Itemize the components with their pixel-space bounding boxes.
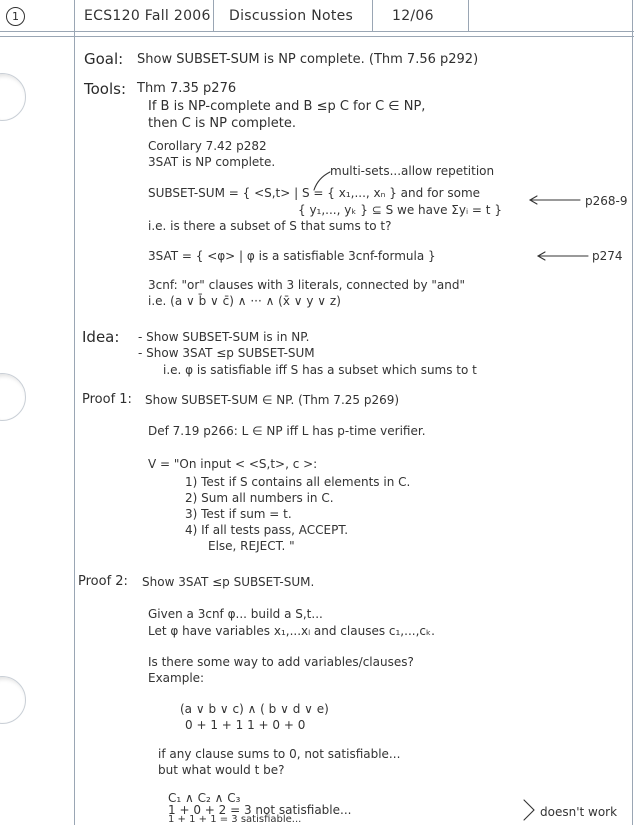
idea-line-1: - Show SUBSET-SUM is in NP. xyxy=(138,330,310,344)
3cnf-line-1: 3cnf: "or" clauses with 3 literals, connected by "and" xyxy=(148,278,465,292)
subset-sum-def-1: SUBSET-SUM = { <S,t> | S = { x₁,..., xₙ } and for some xyxy=(148,186,481,200)
idea-line-3: i.e. φ is satisfiable iff S has a subset which sums to t xyxy=(163,363,477,377)
multiset-note: multi-sets...allow repetition xyxy=(330,164,495,178)
goal-label: Goal: xyxy=(84,50,124,68)
verifier-step-3: 3) Test if sum = t. xyxy=(185,507,292,521)
thm-line-1: If B is NP-complete and B ≤p C for C ∈ NP, xyxy=(148,99,426,114)
example-sums: 0 + 1 + 1 1 + 0 + 0 xyxy=(185,718,306,732)
proof1-def: Def 7.19 p266: L ∈ NP iff L has p-time verifier. xyxy=(148,424,426,438)
sum-table-row-2: 1 + 1 + 1 = 3 satisfiable... xyxy=(168,814,302,825)
proof2-label: Proof 2: xyxy=(78,574,128,589)
proof2-given: Given a 3cnf φ... build a S,t... xyxy=(148,607,323,621)
verifier-step-1: 1) Test if S contains all elements in C. xyxy=(185,475,411,489)
page-number: 1 xyxy=(6,7,25,26)
subset-sum-def-2: { y₁,..., yₖ } ⊆ S we have Σyᵢ = t } xyxy=(298,203,502,217)
proof1-text: Show SUBSET-SUM ∈ NP. (Thm 7.25 p269) xyxy=(145,393,400,407)
course-name: ECS120 Fall 2006 xyxy=(84,8,211,24)
table-brace xyxy=(524,800,534,820)
idea-label: Idea: xyxy=(82,328,120,346)
notes-title: Discussion Notes xyxy=(229,8,354,24)
idea-line-2: - Show 3SAT ≤p SUBSET-SUM xyxy=(138,346,315,360)
verifier-line: V = "On input < <S,t>, c >: xyxy=(148,457,318,471)
verifier-step-2: 2) Sum all numbers in C. xyxy=(185,491,334,505)
multiset-pointer xyxy=(314,172,330,190)
proof2-note-1: if any clause sums to 0, not satisfiable... xyxy=(158,747,401,761)
example-label: Example: xyxy=(148,671,205,685)
corollary-line: 3SAT is NP complete. xyxy=(148,155,276,169)
verifier-step-else: Else, REJECT. " xyxy=(208,539,295,553)
proof1-label: Proof 1: xyxy=(82,392,132,407)
thm-line-2: then C is NP complete. xyxy=(148,116,296,131)
proof2-question: Is there some way to add variables/clauses? xyxy=(148,655,414,669)
conclusion-note: doesn't work xyxy=(540,805,618,819)
notes-date: 12/06 xyxy=(392,8,434,24)
proof2-note-2: but what would t be? xyxy=(158,763,285,777)
corollary-title: Corollary 7.42 p282 xyxy=(148,139,267,153)
proof2-text: Show 3SAT ≤p SUBSET-SUM. xyxy=(142,575,315,589)
3sat-ref: p274 xyxy=(592,249,623,263)
goal-text: Show SUBSET-SUM is NP complete. (Thm 7.56 p292) xyxy=(137,52,479,67)
proof2-let: Let φ have variables x₁,...xₗ and clauses c₁,...,cₖ. xyxy=(148,624,435,638)
subset-ref-arrow xyxy=(530,196,580,204)
3cnf-line-2: i.e. (a ∨ b̄ ∨ c̄) ∧ ··· ∧ (x̄ ∨ y ∨ z) xyxy=(148,294,341,308)
subset-sum-ie: i.e. is there a subset of S that sums to t? xyxy=(148,219,392,233)
example-formula: (a ∨ b ∨ c) ∧ ( b ∨ d ∨ e) xyxy=(180,702,329,716)
3sat-ref-arrow xyxy=(538,252,588,260)
sum-table-row-1: 1 + 0 + 2 = 3 not satisfiable... xyxy=(168,803,352,817)
verifier-step-4: 4) If all tests pass, ACCEPT. xyxy=(185,523,349,537)
3sat-def: 3SAT = { <φ> | φ is a satisfiable 3cnf-formula } xyxy=(148,249,436,263)
tools-label: Tools: xyxy=(84,80,127,98)
sum-table-head: C₁ ∧ C₂ ∧ C₃ xyxy=(168,791,241,805)
subset-sum-ref: p268-9 xyxy=(585,194,628,208)
thm-title: Thm 7.35 p276 xyxy=(137,81,237,96)
